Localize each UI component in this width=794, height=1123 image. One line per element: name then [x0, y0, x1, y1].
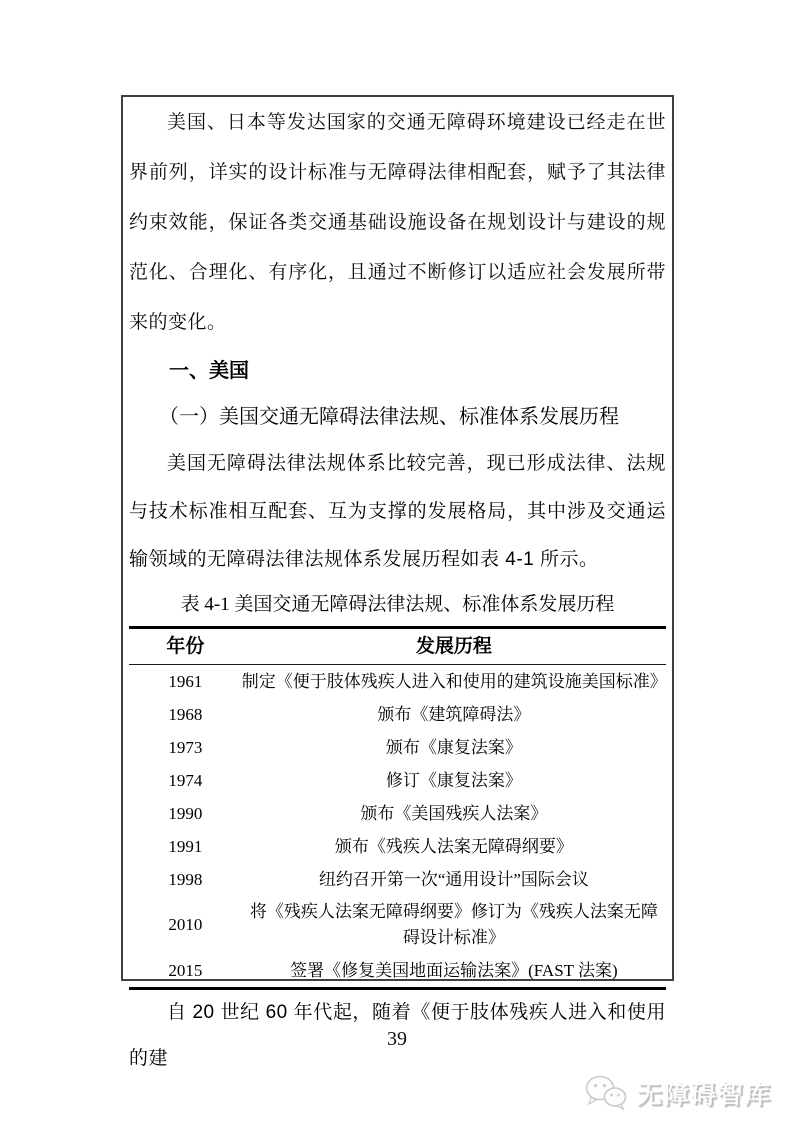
watermark [584, 1072, 772, 1114]
table-row [129, 830, 666, 863]
history-cell: 颁布《残疾人法案无障碍纲要》 [334, 836, 573, 856]
table-row [129, 698, 666, 731]
year-cell: 1974 [168, 770, 203, 790]
body-paragraph: 美国无障碍法律法规体系比较完善，现已形成法律、法规与技术标准相互配套、互为支撑的发展格局，其中涉及交通运输领域的无障碍法律法规体系发展历程如表 4-1 所示。 [129, 453, 666, 570]
development-history-table [129, 626, 666, 990]
year-cell: 1973 [168, 737, 203, 757]
closing-paragraph: 自 20 世纪 60 年代起，随着《便于肢体残疾人进入和使用的建 [129, 1002, 666, 1069]
watermark-text: 无障碍智库 [636, 1081, 772, 1109]
section-heading-usa: 一、美国 [169, 360, 249, 382]
table-row [129, 896, 666, 954]
table-caption: 表 4-1 美国交通无障碍法律法规、标准体系发展历程 [180, 594, 615, 615]
page-number: 39 [387, 1028, 407, 1050]
history-cell: 修订《康复法案》 [385, 770, 522, 790]
history-cell: 制定《便于肢体残疾人进入和使用的建筑设施美国标准》 [241, 671, 667, 691]
year-cell: 2015 [168, 960, 203, 980]
table-row [129, 731, 666, 764]
table-row [129, 764, 666, 797]
history-cell: 纽约召开第一次“通用设计”国际会议 [318, 869, 589, 889]
column-header-history: 发展历程 [415, 635, 492, 657]
intro-paragraph: 美国、日本等发达国家的交通无障碍环境建设已经走在世界前列，详实的设计标准与无障碍法律相配套，赋予了其法律约束效能，保证各类交通基础设施设备在规划设计与建设的规范化、合理化、有序化，且通过不断修订以适应社会发展所带来的变化。 [129, 112, 666, 333]
year-cell: 1998 [168, 869, 203, 889]
table-row [129, 665, 666, 698]
subsection-heading: （一）美国交通无障碍法律法规、标准体系发展历程 [159, 406, 619, 428]
table-row [129, 954, 666, 987]
history-cell: 颁布《康复法案》 [385, 737, 522, 757]
history-cell: 将《残疾人法案无障碍纲要》修订为《残疾人法案无障碍设计标准》 [249, 902, 658, 947]
history-cell: 颁布《建筑障碍法》 [377, 704, 531, 724]
year-cell: 1968 [168, 704, 203, 724]
table-row [129, 797, 666, 830]
year-cell: 1991 [168, 836, 203, 856]
history-cell: 签署《修复美国地面运输法案》(FAST 法案) [290, 960, 618, 980]
year-cell: 1990 [168, 803, 203, 823]
column-header-year: 年份 [166, 635, 205, 657]
wechat-logo-icon [584, 1074, 628, 1112]
table-header-row [129, 629, 666, 665]
year-cell: 1961 [168, 671, 203, 691]
year-cell: 2010 [168, 915, 203, 934]
table-row [129, 863, 666, 896]
history-cell: 颁布《美国残疾人法案》 [360, 803, 548, 823]
